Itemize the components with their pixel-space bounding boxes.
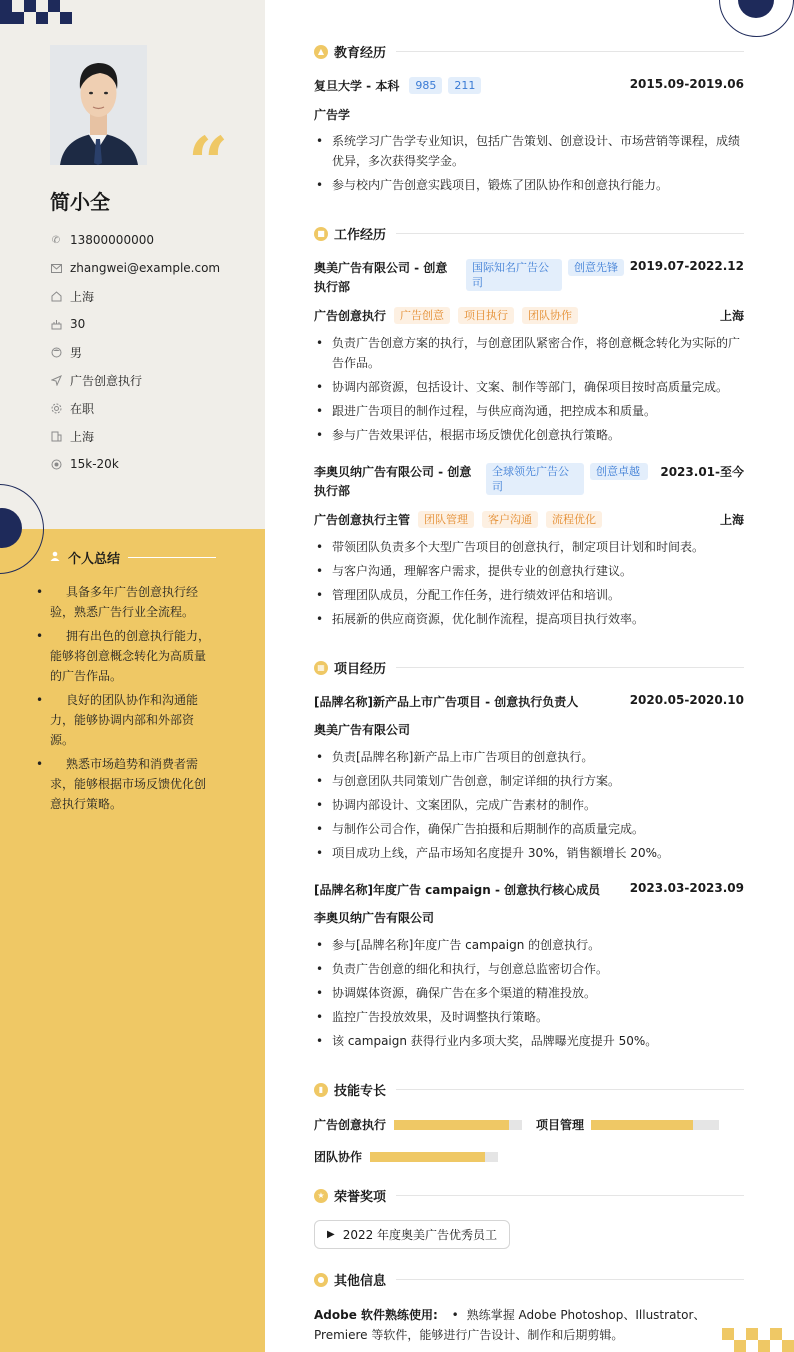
job-header	[314, 259, 744, 297]
candidate-name: 简小全	[50, 190, 110, 214]
tag: 985	[409, 77, 442, 94]
info-phone: ✆ 13800000000	[51, 233, 154, 247]
list-item: • 该 campaign 获得行业内多项大奖，品牌曝光度提升 50%。	[314, 1031, 744, 1051]
summary-list	[50, 582, 212, 818]
school-name: 复旦大学 - 本科	[314, 79, 400, 93]
info-position: 广告创意执行	[50, 366, 220, 394]
avatar	[50, 45, 147, 165]
skill-tag: 团队协作	[522, 307, 578, 324]
info-gender: 男	[50, 338, 220, 366]
quote-icon: “	[188, 121, 225, 204]
skill-tag: 流程优化	[546, 511, 602, 528]
tag: 创意卓越	[590, 463, 648, 480]
list-item: • 项目成功上线，产品市场知名度提升 30%，销售额增长 20%。	[314, 843, 744, 863]
project-name: [品牌名称]年度广告 campaign - 创意执行核心成员	[314, 883, 601, 897]
skill-tag: 客户沟通	[482, 511, 538, 528]
section-education-heading: ▲ 教育经历	[314, 42, 744, 61]
list-item: • 与制作公司合作，确保广告拍摄和后期制作的高质量完成。	[314, 819, 744, 839]
divider	[396, 667, 744, 668]
briefcase-icon: ■	[314, 227, 328, 241]
send-icon	[50, 374, 62, 386]
section-work-heading: ■ 工作经历	[314, 224, 744, 243]
mail-icon	[50, 262, 62, 274]
list-item: • 拓展新的供应商资源，优化制作流程，提高项目执行效率。	[314, 609, 744, 629]
list-item: • 参与[品牌名称]年度广告 campaign 的创意执行。	[314, 935, 744, 955]
list-item: • 负责广告创意的细化和执行，与创意总监密切合作。	[314, 959, 744, 979]
info-work-city: 上海	[50, 422, 220, 450]
divider	[396, 233, 744, 234]
company-name: 李奥贝纳广告有限公司 - 创意执行部	[314, 465, 472, 498]
skill-bar	[394, 1120, 522, 1130]
date: 2020.05-2020.10	[629, 693, 744, 707]
divider	[396, 1279, 744, 1280]
job-role: 广告创意执行 广告创意 项目执行 团队协作 上海	[314, 309, 744, 323]
tag: 211	[448, 77, 481, 94]
play-icon: ▶	[327, 1229, 335, 1240]
skill-bar	[370, 1152, 498, 1162]
chart-icon: ▮	[314, 1083, 328, 1097]
company-name: 奥美广告有限公司 - 创意执行部	[314, 261, 448, 294]
job-role: 广告创意执行主管 团队管理 客户沟通 流程优化 上海	[314, 513, 744, 527]
list-item: • 与客户沟通，理解客户需求，提供专业的创意执行建议。	[314, 561, 744, 581]
list-item: • 拥有出色的创意执行能力，能够将创意概念转化为高质量的广告作品。	[50, 626, 212, 686]
skill-bar-fill	[370, 1152, 485, 1162]
award-item-toggle[interactable]: ▶ 2022 年度奥美广告优秀员工	[314, 1220, 510, 1249]
tag: 全球领先广告公司	[486, 463, 584, 495]
list-item: • 监控广告投放效果，及时调整执行策略。	[314, 1007, 744, 1027]
medal-icon: ★	[314, 1189, 328, 1203]
info-icon: ●	[314, 1273, 328, 1287]
home-icon	[50, 290, 62, 302]
tag: 国际知名广告公司	[466, 259, 562, 291]
date: 2019.07-2022.12	[629, 259, 744, 273]
skill-tag: 项目执行	[458, 307, 514, 324]
project-duties	[314, 935, 744, 1055]
contact-info	[50, 226, 220, 478]
date: 2015.09-2019.06	[629, 77, 744, 91]
project-company: 李奥贝纳广告有限公司	[314, 911, 435, 925]
education-major: 广告学	[314, 108, 351, 122]
skill-tag: 团队管理	[418, 511, 474, 528]
divider	[128, 557, 216, 558]
graduation-icon: ▲	[314, 45, 328, 59]
phone-icon: ✆	[51, 234, 61, 246]
info-email: zhangwei@example.com	[50, 254, 220, 282]
skill-tag: 广告创意	[394, 307, 450, 324]
skill-bar	[591, 1120, 719, 1130]
list-item: • 良好的团队协作和沟通能力，能够协调内部和外部资源。	[50, 690, 212, 750]
tag: 创意先锋	[568, 259, 624, 276]
list-item: • 协调内部设计、文案团队，完成广告素材的制作。	[314, 795, 744, 815]
list-item: • 参与校内广告创意实践项目，锻炼了团队协作和创意执行能力。	[314, 175, 744, 195]
skill-bar-fill	[394, 1120, 509, 1130]
list-item: • 负责广告创意方案的执行，与创意团队紧密合作，将创意概念转化为实际的广告作品。	[314, 333, 744, 373]
checker-decoration	[0, 0, 76, 24]
user-icon	[50, 551, 62, 564]
gear-icon	[50, 402, 62, 414]
skill-item: 广告创意执行	[314, 1116, 522, 1133]
info-status: 在职	[50, 394, 220, 422]
skill-item: 团队协作	[314, 1148, 498, 1165]
list-item: • 系统学习广告学专业知识，包括广告策划、创意设计、市场营销等课程，成绩优异，多次获得奖学金。	[314, 131, 744, 171]
checker-decoration	[722, 1328, 794, 1352]
project-header	[314, 881, 744, 898]
education-list	[314, 131, 744, 199]
info-age: 30	[50, 310, 220, 338]
education-header	[314, 77, 744, 94]
list-item: • 具备多年广告创意执行经验，熟悉广告行业全流程。	[50, 582, 212, 622]
other-text: 熟练掌握 Adobe Photoshop、Illustrator、Premiere 等软件，能够进行广告设计、制作和后期剪辑。	[314, 1308, 706, 1342]
list-item: • 负责[品牌名称]新产品上市广告项目的创意执行。	[314, 747, 744, 767]
job-header	[314, 463, 744, 501]
divider	[396, 51, 744, 52]
project-name: [品牌名称]新产品上市广告项目 - 创意执行负责人	[314, 695, 579, 709]
cake-icon	[50, 318, 62, 330]
sidebar	[0, 0, 265, 1352]
divider	[396, 1089, 744, 1090]
coin-icon	[50, 458, 62, 470]
other-info: Adobe 软件熟练使用: • 熟练掌握 Adobe Photoshop、Illustrator、Premiere 等软件，能够进行广告设计、制作和后期剪辑。	[314, 1308, 706, 1342]
info-salary: 15k-20k	[50, 450, 220, 478]
skill-item: 项目管理	[536, 1116, 719, 1133]
job-duties	[314, 333, 744, 449]
project-header	[314, 693, 744, 710]
job-duties	[314, 537, 744, 633]
skill-bar-fill	[591, 1120, 693, 1130]
date: 2023.01-至今	[660, 465, 744, 479]
other-label: Adobe 软件熟练使用:	[314, 1308, 438, 1322]
summary-heading: 个人总结	[50, 548, 216, 567]
project-company: 奥美广告有限公司	[314, 723, 411, 737]
section-other-heading: ● 其他信息	[314, 1270, 744, 1289]
location: 上海	[719, 513, 744, 527]
building-icon	[50, 430, 62, 442]
list-item: • 管理团队成员，分配工作任务，进行绩效评估和培训。	[314, 585, 744, 605]
list-item: • 参与广告效果评估，根据市场反馈优化创意执行策略。	[314, 425, 744, 445]
location: 上海	[719, 309, 744, 323]
date: 2023.03-2023.09	[629, 881, 744, 895]
info-city: 上海	[50, 282, 220, 310]
section-skills-heading: ▮ 技能专长	[314, 1080, 744, 1099]
list-item: • 与创意团队共同策划广告创意，制定详细的执行方案。	[314, 771, 744, 791]
list-item: • 跟进广告项目的制作过程，与供应商沟通，把控成本和质量。	[314, 401, 744, 421]
section-projects-heading: ▦ 项目经历	[314, 658, 744, 677]
list-item: • 协调内部资源，包括设计、文案、制作等部门，确保项目按时高质量完成。	[314, 377, 744, 397]
section-awards-heading: ★ 荣誉奖项	[314, 1186, 744, 1205]
list-item: • 带领团队负责多个大型广告项目的创意执行，制定项目计划和时间表。	[314, 537, 744, 557]
project-duties	[314, 747, 744, 867]
list-item: • 协调媒体资源，确保广告在多个渠道的精准投放。	[314, 983, 744, 1003]
divider	[396, 1195, 744, 1196]
gender-icon	[50, 346, 62, 358]
grid-icon: ▦	[314, 661, 328, 675]
list-item: • 熟悉市场趋势和消费者需求，能够根据市场反馈优化创意执行策略。	[50, 754, 212, 814]
